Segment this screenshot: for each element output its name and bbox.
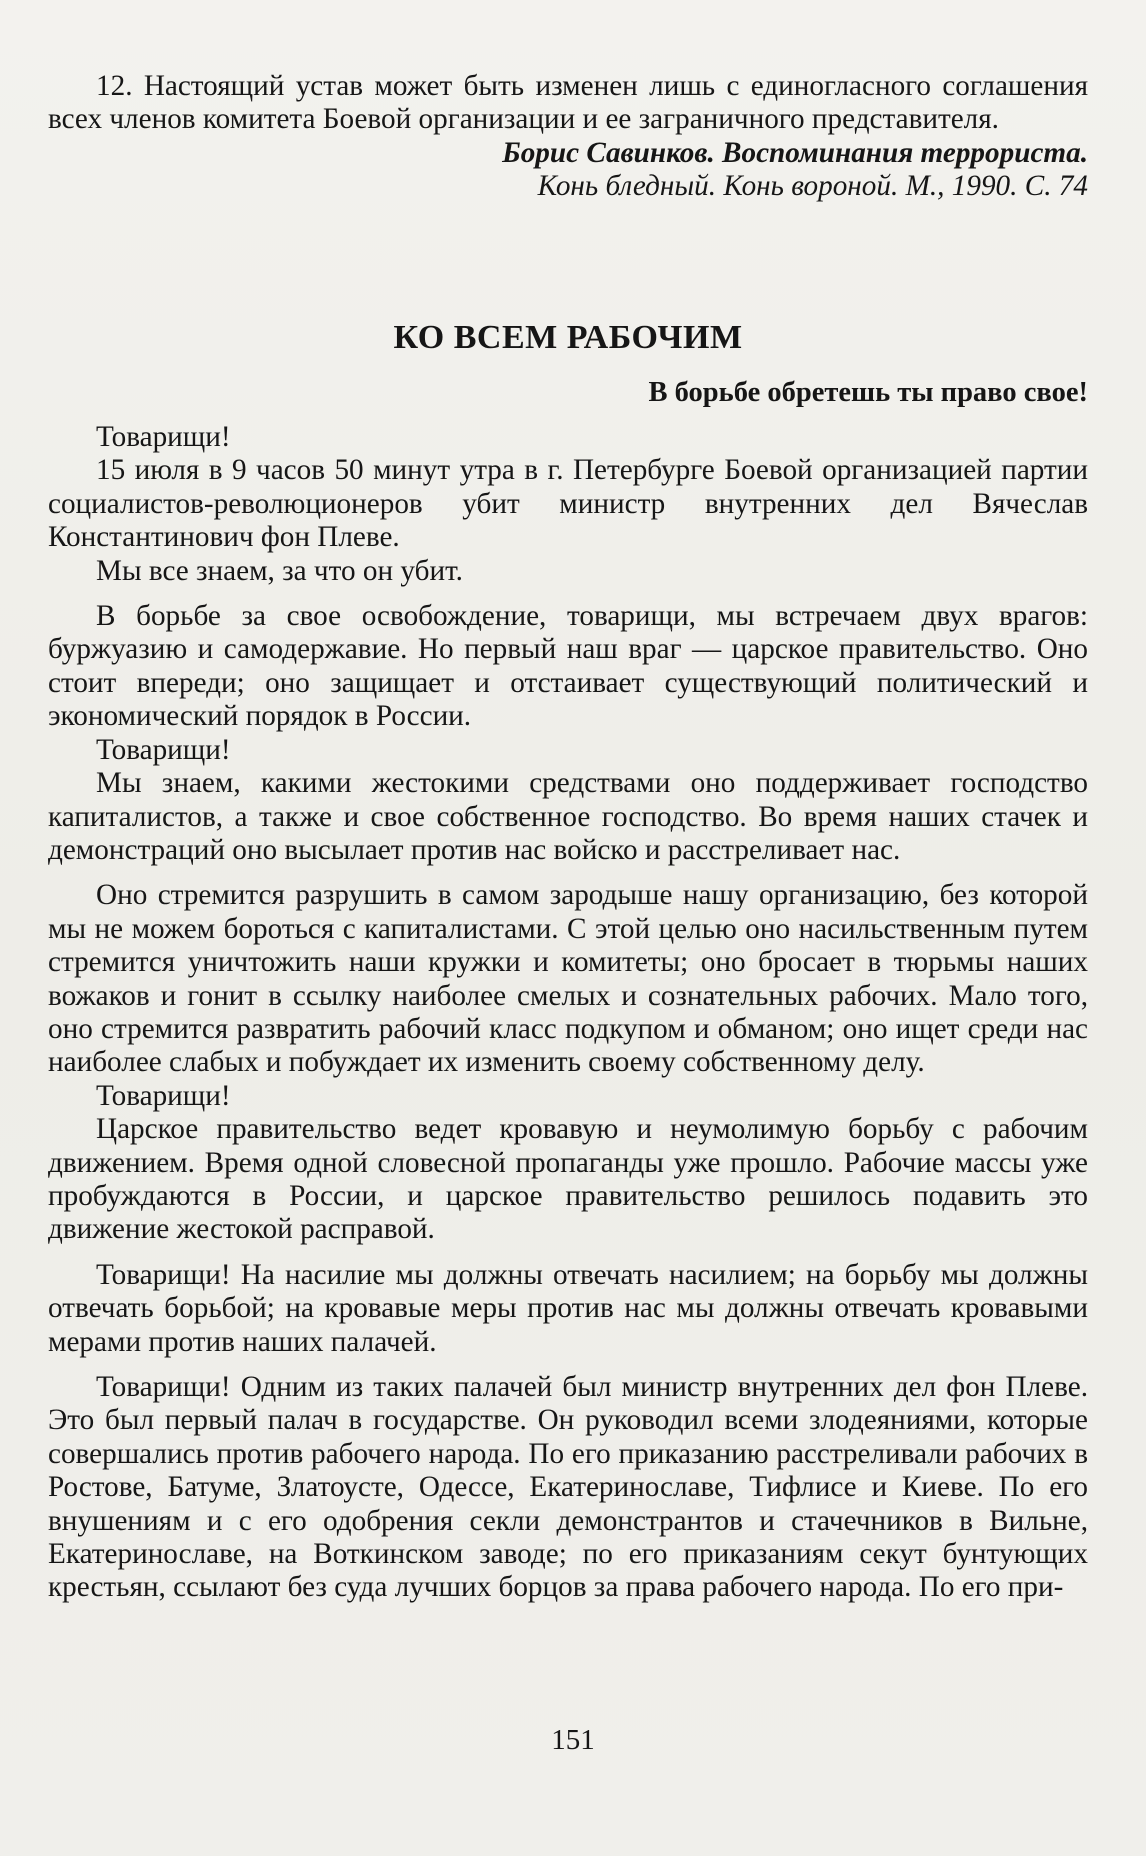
paragraph: Мы все знаем, за что он убит. [96,554,463,587]
source-details: Конь бледный. Конь вороной. М., 1990. С. 74 [537,170,1088,203]
paragraph: Оно стремится разрушить в самом зародыше нашу организацию, без которой мы не можем бороться с капиталистами. С этой целью оно насильственным путем стремится уничтожить наши кружки и комитеты; оно бросает в тюрьмы наших вожаков и гонит в ссылку наиболее смелых и сознательных рабочих. Мало того, оно стремится развратить рабочий класс подкупом и обманом; оно ищет среди нас наиболее слабых и побуждает их изменить своему собственному делу. [48,879,1088,1079]
paragraph: Товарищи! [96,1079,231,1112]
paragraph: Товарищи! На насилие мы должны отвечать насилием; на борьбу мы должны отвечать борьбой; на кровавые меры против нас мы должны отвечать кровавыми мерами против наших палачей. [48,1258,1088,1358]
paragraph: Мы знаем, какими жестокими средствами оно поддерживает господство капиталистов, а также и свое собственное господство. Во время наших стачек и демонстраций оно высылает против нас войско и расстреливает нас. [48,767,1088,866]
epigraph: В борьбе обретешь ты право свое! [648,376,1088,408]
paragraph: Товарищи! [96,421,231,454]
paragraph: Товарищи! Одним из таких палачей был министр внутренних дел фон Плеве. Это был первый палач в государстве. Он руководил всеми злодеяниями, которые совершались против рабочего народа. По его приказанию расстреливали рабочих в Ростове, Батуме, Златоусте, Одессе, Екатеринославе, Тифлисе и Киеве. По его внушениям и с его одобрения секли демонстрантов и стачечников в Вильне, Екатеринославе, на Воткинском заводе; по его приказаниям секут бунтующих крестьян, ссылают без суда лучших борцов за права рабочего народа. По его при- [48,1371,1088,1604]
source-citation [48,137,1088,204]
paragraph: Царское правительство ведет кровавую и неумолимую борьбу с рабочим движением. Время одной словесной пропаганды уже прошло. Рабочие массы уже пробуждаются в России, и царское правительство решилось подавить это движение жестокой расправой. [48,1113,1088,1246]
page-number: 151 [551,1724,595,1756]
charter-clause-12: 12. Настоящий устав может быть изменен лишь с единогласного соглашения всех членов комитета Боевой организации и ее заграничного представителя. [48,70,1088,136]
source-author-title: Борис Савинков. Воспоминания террориста. [502,136,1088,169]
paragraph: Товарищи! [96,733,231,766]
section-heading: КО ВСЕМ РАБОЧИМ [393,318,743,356]
paragraph: 15 июля в 9 часов 50 минут утра в г. Петербурге Боевой организацией партии социалистов-революционеров убит министр внутренних дел Вячеслав Константинович фон Плеве. [48,454,1088,554]
paragraph: В борьбе за свое освобождение, товарищи, мы встречаем двух врагов: буржуазию и самодержавие. Но первый наш враг — царское правительство. Оно стоит впереди; оно защищает и отстаивает существующий политический и экономический порядок в России. [48,600,1088,733]
page-text [48,70,1088,1605]
